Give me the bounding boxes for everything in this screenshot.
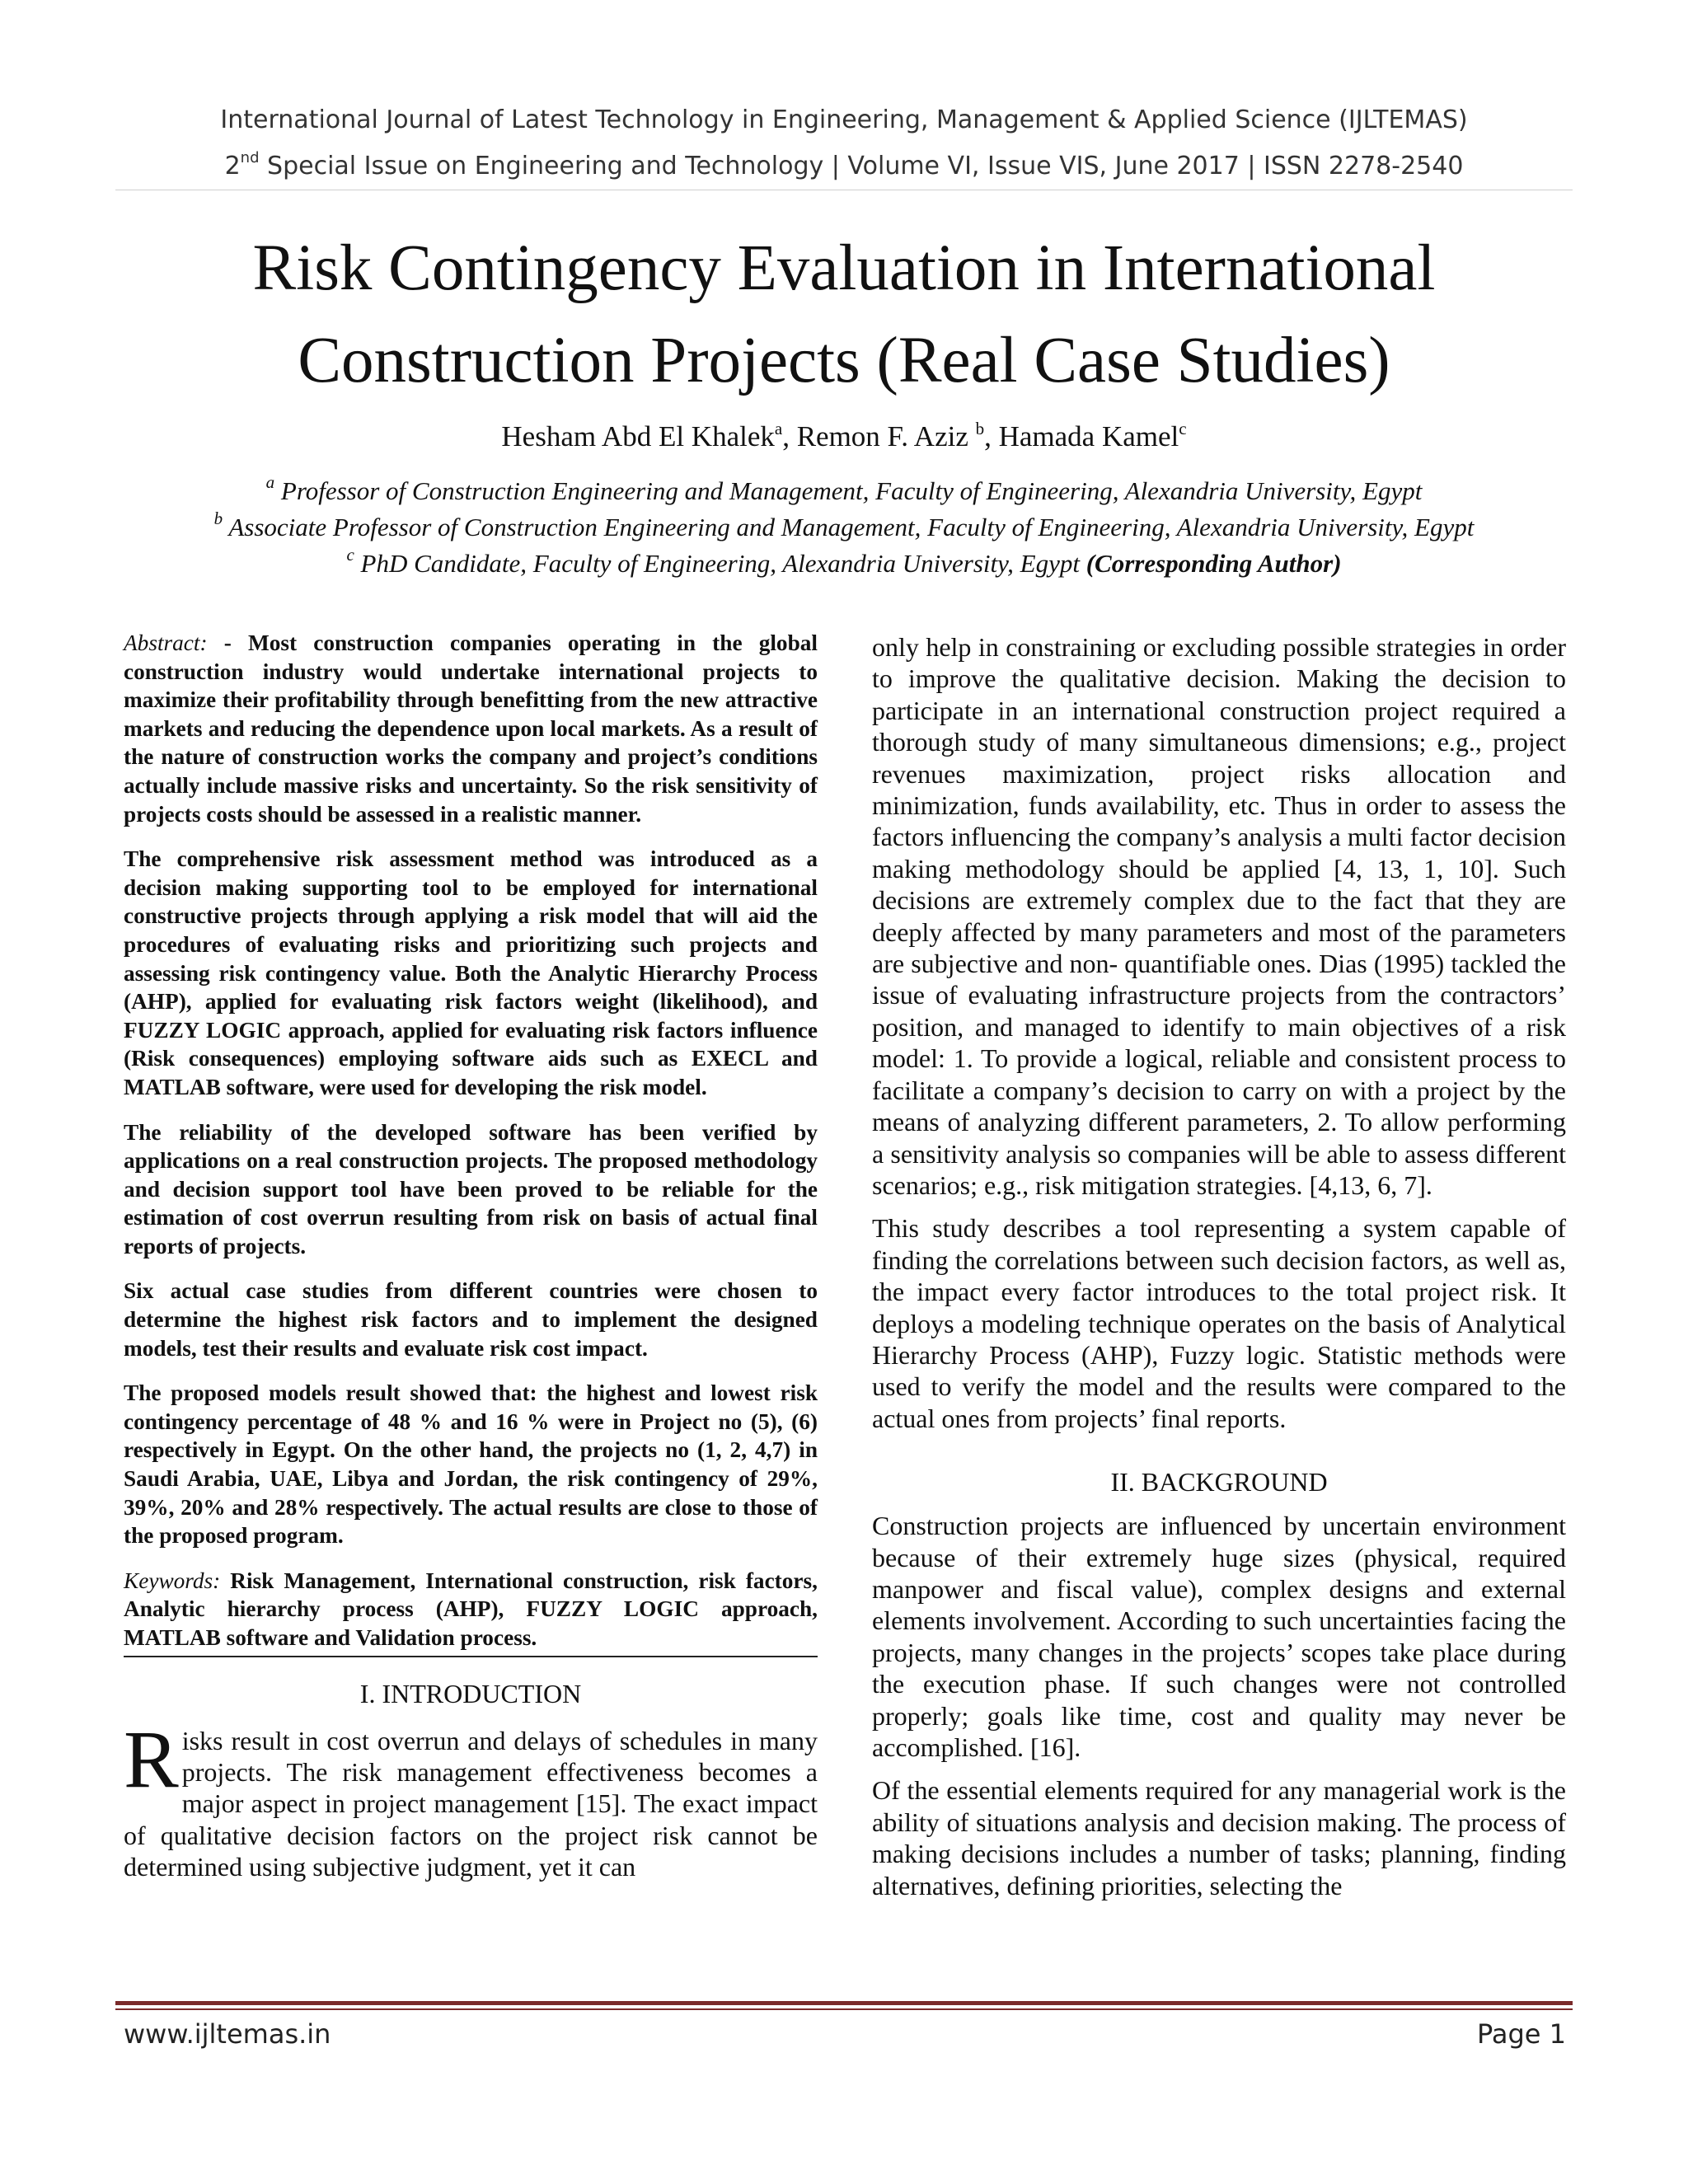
title-line-1: Risk Contingency Evaluation in International [252,232,1436,304]
abstract [124,629,818,1657]
author-list [115,416,1573,457]
right-column [872,631,1566,1913]
abstract-paragraph-2: The comprehensive risk assessment method was introduced as a decision making supporting tool to be employed for international constructive projects through applying a risk model that will aid the procedures of evaluating risks and prioritizing such projects and assessing risk contingency value. Both the Analytic Hierarchy Process (AHP), applied for evaluating risk factors weight (likelihood), and FUZZY LOGIC approach, applied for evaluating risk factors influence (Risk consequences) employing software aids such as EXECL and MATLAB software, were used for developing the risk model. [124,846,818,1099]
affiliation-a [115,473,1573,509]
footer-website: www.ijltemas.in [124,2018,331,2050]
affiliations [115,473,1573,582]
introduction-section [124,1677,818,1883]
affil-text-a: Professor of Construction Engineering and Management, Faculty of Engineering, Alexandria University, Egypt [274,476,1423,505]
affiliation-c [115,546,1573,582]
keywords-label: Keywords: [124,1568,221,1593]
background-paragraph-1: Construction projects are influenced by uncertain environment because of their extremely huge sizes (physical, required manpower and fiscal value), complex designs and external elements involvement. According to such uncertainties facing the projects, many changes in the projects’ scopes take place during the execution phase. If such changes were not controlled properly; goals like time, cost and quality may never be accomplished. [16]. [872,1511,1566,1762]
abstract-paragraph-4: Six actual case studies from different countries were chosen to determine the highest risk factors and to implement the designed models, test their results and evaluate risk cost impact. [124,1278,818,1361]
author-1: Hesham Abd El Khalek [501,420,775,452]
abstract-paragraph-3: The reliability of the developed software has been verified by applications on a real construction projects. The proposed methodology and decision support tool have been proved to be reliable for the estimation of cost overrun resulting from risk on basis of actual final reports of projects. [124,1119,818,1258]
abstract-label: Abstract: [124,630,208,655]
drop-cap: R [124,1713,179,1805]
issue-line [115,143,1573,190]
background-heading: II. BACKGROUND [1110,1467,1328,1497]
introduction-paragraph-1 [124,1713,818,1883]
footer-divider-thick [115,2001,1573,2005]
corresponding-author-note: (Corresponding Author) [1085,549,1342,578]
affil-mark-a: a [265,472,275,492]
author-3: , Hamada Kamel [984,420,1179,452]
right-paragraph-1: only help in constraining or excluding possible strategies in order to improve the qualitative decision. Making the decision to participate in an international construction project required a thorough study of many simultaneous dimensions; e.g., project revenues maximization, project risks allocation and minimization, funds availability, etc. Thus in order to assess the factors influencing the company’s analysis a multi factor decision making methodology should be applied [4, 13, 1, 10]. Such decisions are extremely complex due to the fact that they are deeply affected by many parameters and most of the parameters are subjective and non- quantifiable ones. Dias (1995) tackled the issue of evaluating infrastructure projects from the contractors’ position, and managed to identify to main objectives of a risk model: 1. To provide a logical, reliable and consistent process to facilitate a company’s decision to carry on with a project by the means of analyzing different parameters, 2. To allow performing a sensitivity analysis so companies will be able to assess different scenarios; e.g., risk mitigation strategies. [4,13, 6, 7]. [872,632,1566,1200]
background-paragraph-2: Of the essential elements required for any managerial work is the ability of situations analysis and decision making. The process of making decisions includes a number of tasks; planning, finding alternatives, defining priorities, selecting the [872,1775,1566,1900]
paper-title [115,223,1573,407]
introduction-text-1: isks result in cost overrun and delays of schedules in many projects. The risk management effectiveness becomes a major aspect in project management [15]. The exact impact of qualitative decision factors on the project risk cannot be determined using subjective judgment, yet it can [124,1725,818,1882]
affil-mark-c: c [346,545,354,565]
journal-name: International Journal of Latest Technology in Engineering, Management & Applied Science (IJLTEMAS) [220,105,1468,134]
introduction-heading: I. INTRODUCTION [359,1678,582,1708]
author-1-affil-mark: a [774,419,783,438]
issue-ordinal: nd [240,149,260,166]
keywords-text: Risk Management, International construction, risk factors, Analytic hierarchy process (AHP), FUZZY LOGIC approach, MATLAB software and Validation process. [124,1568,818,1650]
author-2: , Remon F. Aziz [782,420,976,452]
title-line-2: Construction Projects (Real Case Studies) [298,325,1390,396]
abstract-text-1: - Most construction companies operating in the global construction industry would undertake international projects to maximize their profitability through benefitting from the new attractive markets and reducing the dependence upon local markets. As a result of the nature of construction works the company and project’s conditions actually include massive risks and uncertainty. So the risk sensitivity of projects costs should be assessed in a realistic manner. [124,630,818,827]
author-2-affil-mark: b [975,419,985,438]
issue-details: Special Issue on Engineering and Technology | Volume VI, Issue VIS, June 2017 | ISSN 2278-2540 [259,152,1464,180]
keywords [124,1567,818,1657]
abstract-paragraph-5: The proposed models result showed that: the highest and lowest risk contingency percentage of 48 % and 16 % were in Project no (5), (6) respectively in Egypt. On the other hand, the projects no (1, 2, 4,7) in Saudi Arabia, UAE, Libya and Jordan, the risk contingency of 29%, 39%, 20% and 28% respectively. The actual results are close to those of the proposed program. [124,1380,818,1549]
abstract-paragraph-1 [124,629,818,828]
affiliation-b [115,509,1573,546]
affil-mark-b: b [213,509,223,528]
journal-header [115,97,1573,190]
left-column [124,629,818,1895]
author-3-affil-mark: c [1179,419,1187,438]
footer-divider-thin [115,2008,1573,2010]
affil-text-c: PhD Candidate, Faculty of Engineering, Alexandria University, Egypt [354,549,1086,578]
issue-number: 2 [224,152,241,180]
footer-page-number: Page 1 [1477,2018,1566,2050]
affil-text-b: Associate Professor of Construction Engineering and Management, Faculty of Engineering, Alexandria University, Egypt [223,513,1475,541]
right-paragraph-2: This study describes a tool representing a system capable of finding the correlations between such decision factors, as well as, the impact every factor introduces to the total project risk. It deploys a modeling technique operates on the basis of Analytical Hierarchy Process (AHP), Fuzzy logic. Statistic methods were used to verify the model and the results were compared to the actual ones from projects’ final reports. [872,1213,1566,1433]
